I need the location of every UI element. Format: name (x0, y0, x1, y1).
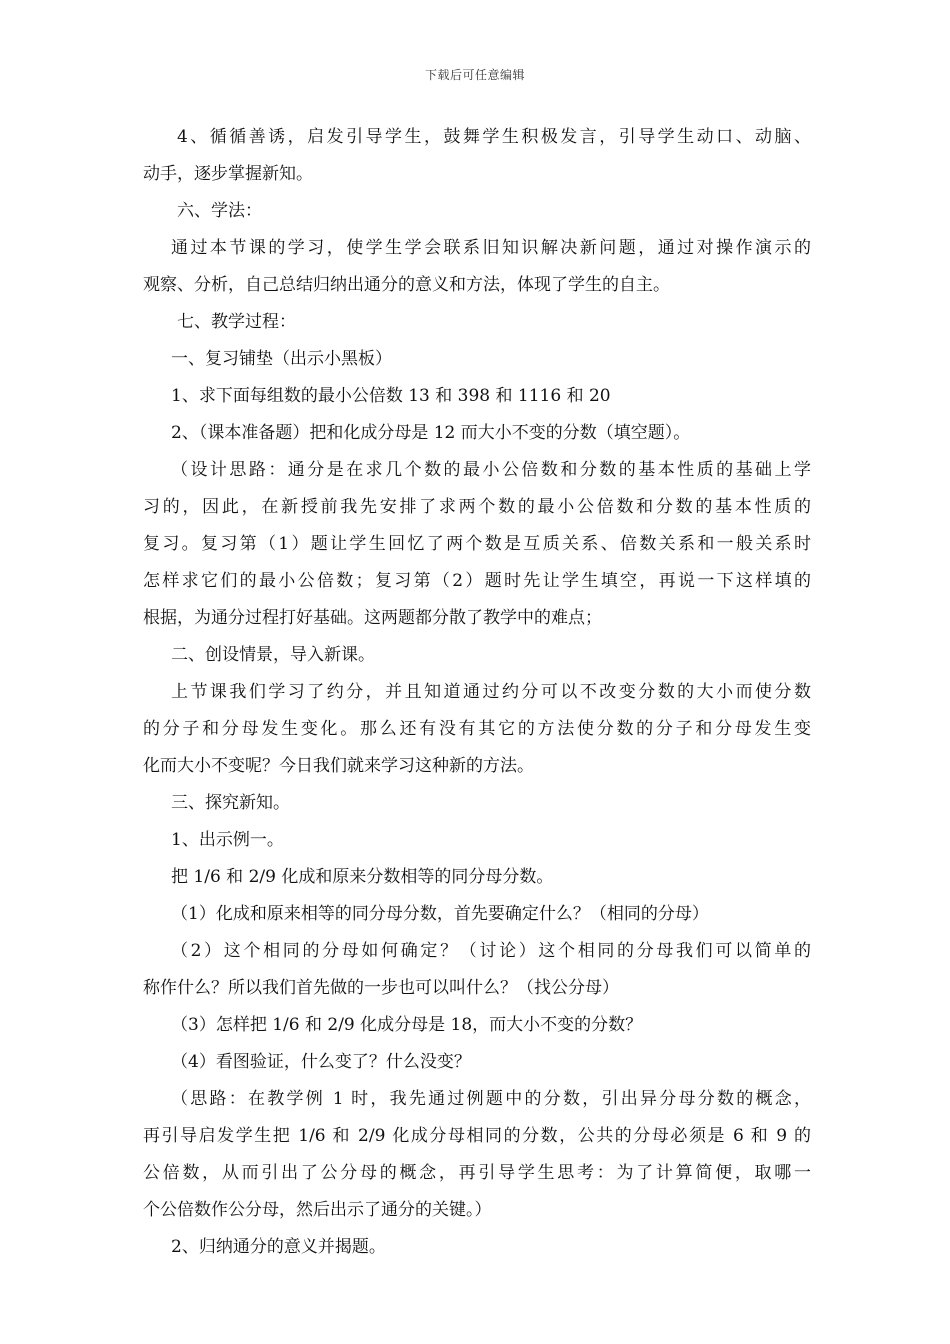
text-line: 根据，为通分过程打好基础。这两题都分散了教学中的难点； (143, 608, 602, 628)
paragraph (143, 896, 811, 933)
text-line: 一、复习铺垫（出示小黑板） (171, 349, 392, 369)
text-line: 怎样求它们的最小公倍数；复习第（2）题时先让学生填空，再说一下这样填的 (143, 571, 811, 591)
section-heading (143, 1229, 811, 1266)
section-heading (143, 193, 811, 230)
paragraph (143, 674, 811, 785)
text-line: 个公倍数作公分母，然后出示了通分的关键。） (143, 1200, 492, 1220)
paragraph (143, 452, 811, 637)
text-line: （设计思路：通分是在求几个数的最小公倍数和分数的基本性质的基础上学 (171, 460, 811, 480)
document-body (143, 119, 811, 1266)
text-line: 二、创设情景，导入新课。 (171, 645, 375, 665)
text-line: 复习。复习第（1）题让学生回忆了两个数是互质关系、倍数关系和一般关系时 (143, 534, 811, 554)
paragraph (143, 378, 811, 415)
text-line: 1、出示例一。 (171, 830, 284, 850)
paragraph (143, 822, 811, 859)
text-line: （3）怎样把 1/6 和 2/9 化成分母是 18，而大小不变的分数？ (171, 1015, 643, 1035)
text-line: （思路：在教学例 1 时，我先通过例题中的分数，引出异分母分数的概念， (171, 1089, 811, 1109)
text-line: （4）看图验证，什么变了？什么没变？ (171, 1052, 471, 1072)
paragraph (143, 933, 811, 1007)
text-line: 再引导启发学生把 1/6 和 2/9 化成分母相同的分数，公共的分母必须是 6 和 9 的 (143, 1126, 811, 1146)
text-line: 六、学法： (177, 201, 262, 221)
paragraph (143, 1007, 811, 1044)
text-line: 称作什么？所以我们首先做的一步也可以叫什么？（找公分母） (143, 978, 619, 998)
text-line: 化而大小不变呢？今日我们就来学习这种新的方法。 (143, 756, 534, 776)
text-line: 2、归纳通分的意义并揭题。 (171, 1237, 386, 1257)
paragraph (143, 119, 811, 193)
text-line: （1）化成和原来相等的同分母分数，首先要确定什么？（相同的分母） (171, 904, 709, 924)
text-line: 4、循循善诱，启发引导学生，鼓舞学生积极发言，引导学生动口、动脑、 (177, 127, 811, 147)
text-line: 观察、分析，自己总结归纳出通分的意义和方法，体现了学生的自主。 (143, 275, 670, 295)
paragraph (143, 230, 811, 304)
text-line: 2、（课本准备题）把和化成分母是 12 而大小不变的分数（填空题）。 (171, 423, 691, 443)
text-line: 的分子和分母发生变化。那么还有没有其它的方法使分数的分子和分母发生变 (143, 719, 811, 739)
text-line: 把 1/6 和 2/9 化成和原来分数相等的同分母分数。 (171, 867, 554, 887)
text-line: 动手，逐步掌握新知。 (143, 164, 313, 184)
text-line: 习的，因此，在新授前我先安排了求两个数的最小公倍数和分数的基本性质的 (143, 497, 811, 517)
section-heading (143, 785, 811, 822)
page-header: 下载后可任意编辑 (424, 68, 525, 82)
text-line: 三、探究新知。 (171, 793, 290, 813)
text-line: 七、教学过程： (177, 312, 296, 332)
paragraph (143, 859, 811, 896)
text-line: 公倍数，从而引出了公分母的概念，再引导学生思考：为了计算简便，取哪一 (143, 1163, 811, 1183)
section-heading (143, 304, 811, 341)
text-line: （2）这个相同的分母如何确定？（讨论）这个相同的分母我们可以简单的 (171, 941, 811, 961)
section-heading (143, 637, 811, 674)
text-line: 1、求下面每组数的最小公倍数 13 和 398 和 1116 和 20 (171, 386, 611, 406)
paragraph (143, 415, 811, 452)
section-heading (143, 341, 811, 378)
paragraph (143, 1081, 811, 1229)
paragraph (143, 1044, 811, 1081)
text-line: 通过本节课的学习，使学生学会联系旧知识解决新问题，通过对操作演示的 (171, 238, 811, 258)
text-line: 上节课我们学习了约分，并且知道通过约分可以不改变分数的大小而使分数 (171, 682, 811, 702)
